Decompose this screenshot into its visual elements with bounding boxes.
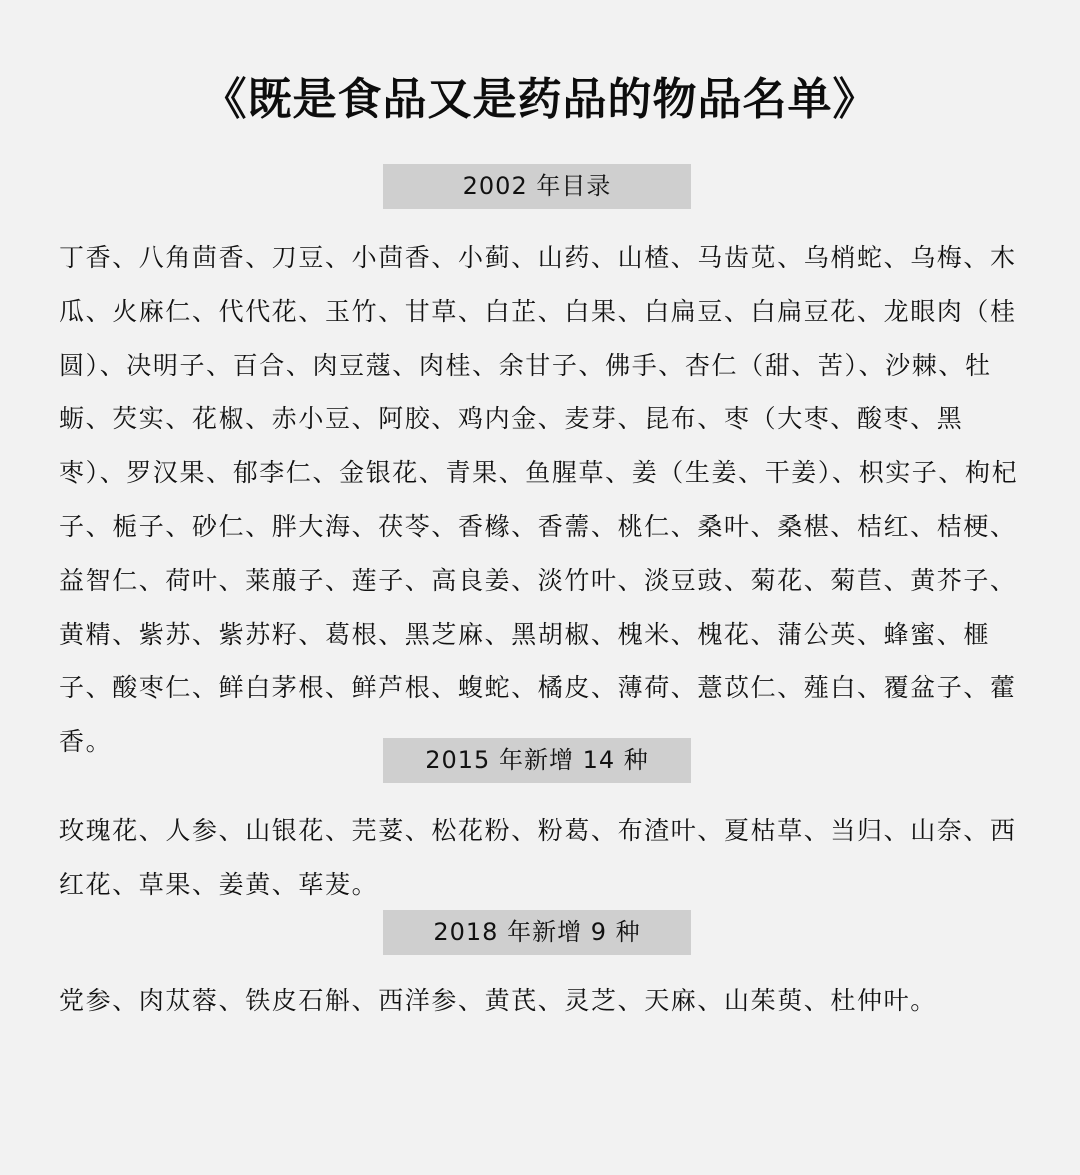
- section-heading-2018: 2018 年新增 9 种: [383, 910, 691, 955]
- section-heading-2002: 2002 年目录: [383, 164, 691, 209]
- section-items-2018: 党参、肉苁蓉、铁皮石斛、西洋参、黄芪、灵芝、天麻、山茱萸、杜仲叶。: [59, 986, 937, 1015]
- page-title: 《既是食品又是药品的物品名单》: [202, 74, 878, 125]
- section-items-2002: 丁香、八角茴香、刀豆、小茴香、小蓟、山药、山楂、马齿苋、乌梢蛇、乌梅、木瓜、火麻仁、代代花、玉竹、甘草、白芷、白果、白扁豆、白扁豆花、龙眼肉（桂圆）、决明子、百合、肉豆蔻、肉桂、余甘子、佛手、杏仁（甜、苦）、沙棘、牡蛎、芡实、花椒、赤小豆、阿胶、鸡内金、麦芽、昆布、枣（大枣、酸枣、黑枣）、罗汉果、郁李仁、金银花、青果、鱼腥草、姜（生姜、干姜）、枳实子、枸杞子、栀子、砂仁、胖大海、茯苓、香橼、香薷、桃仁、桑叶、桑椹、桔红、桔梗、益智仁、荷叶、莱菔子、莲子、高良姜、淡竹叶、淡豆豉、菊花、菊苣、黄芥子、黄精、紫苏、紫苏籽、葛根、黑芝麻、黑胡椒、槐米、槐花、蒲公英、蜂蜜、榧子、酸枣仁、鲜白茅根、鲜芦根、蝮蛇、橘皮、薄荷、薏苡仁、薤白、覆盆子、藿香。: [59, 243, 1019, 757]
- section-items-2015: 玫瑰花、人参、山银花、芫荽、松花粉、粉葛、布渣叶、夏枯草、当归、山奈、西红花、草果、姜黄、荜茇。: [59, 816, 1017, 899]
- section-heading-2015: 2015 年新增 14 种: [383, 738, 691, 783]
